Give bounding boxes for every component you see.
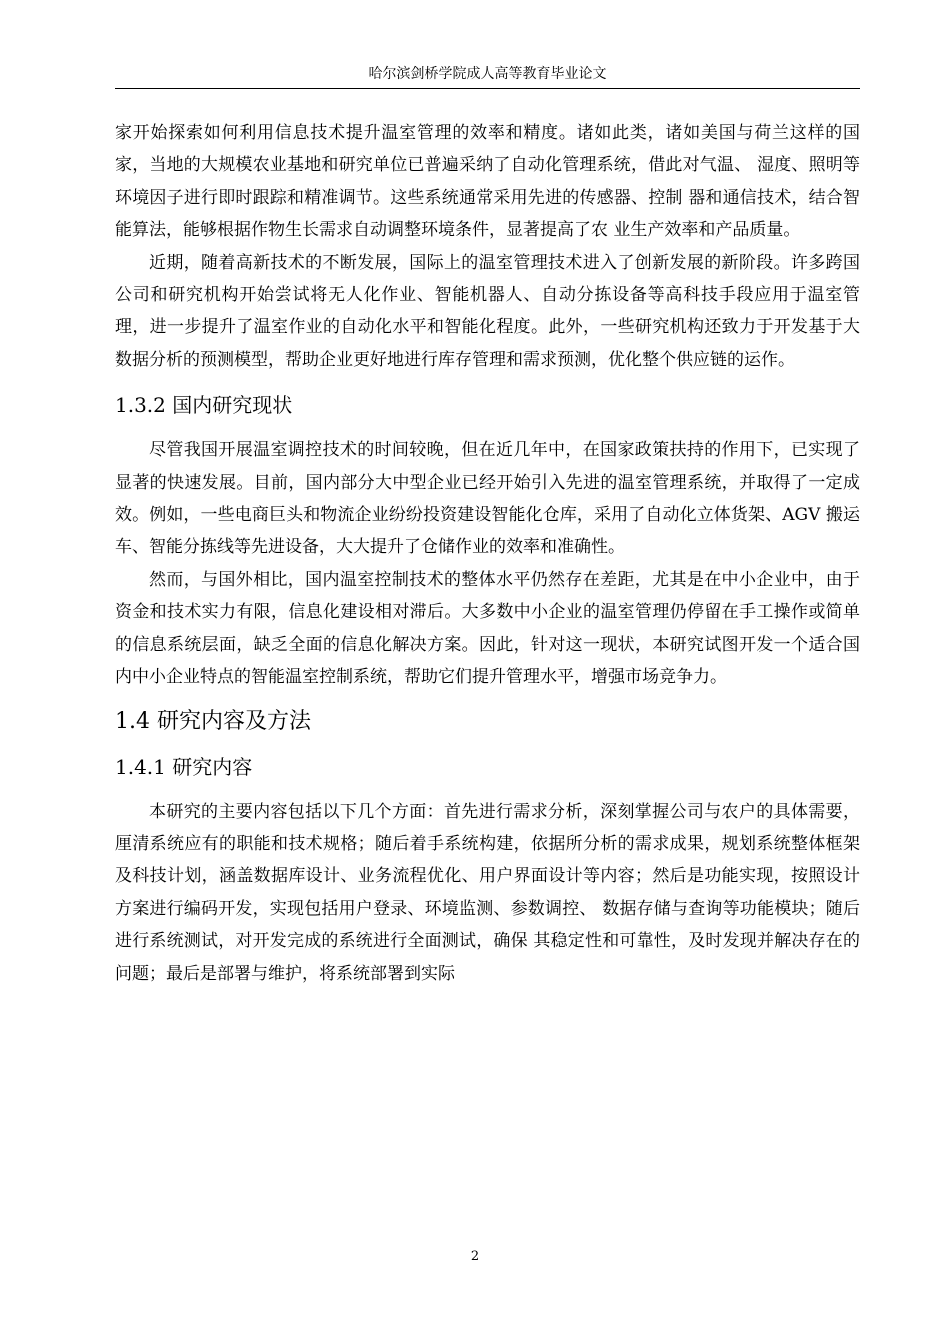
header-rule [115, 88, 860, 89]
section-heading-1-4: 1.4 研究内容及方法 [115, 708, 311, 734]
section-heading-1-3-2: 1.3.2 国内研究现状 [115, 393, 293, 418]
page-number: 2 [470, 1249, 480, 1264]
paragraph-domestic-1: 尽管我国开展温室调控技术的时间较晚，但在近几年中，在国家政策扶持的作用下，已实现了显著的快速发展。目前，国内部分大中型企业已经开始引入先进的温室管理系统，并取得了一定成效。例如，一些电商巨头和物流企业纷纷投资建设智能化仓库，采用了自动化立体货架、AGV 搬运车、智能分拣线等先进设备，大大提升了仓储作业的效率和准确性。 [115, 440, 860, 558]
paragraph-international-2: 近期，随着高新技术的不断发展，国际上的温室管理技术进入了创新发展的新阶段。许多跨国公司和研究机构开始尝试将无人化作业、智能机器人、自动分拣设备等高科技手段应用于温室管理，进一步提升了温室作业的自动化水平和智能化程度。此外，一些研究机构还致力于开发基于大数据分析的预测模型，帮助企业更好地进行库存管理和需求预测，优化整个供应链的运作。 [115, 252, 860, 370]
paragraph-domestic-2: 然而，与国外相比，国内温室控制技术的整体水平仍然存在差距，尤其是在中小企业中，由于资金和技术实力有限，信息化建设相对滞后。大多数中小企业的温室管理仍停留在手工操作或简单的信息系统层面，缺乏全面的信息化解决方案。因此，针对这一现状，本研究试图开发一个适合国内中小企业特点的智能温室控制系统，帮助它们提升管理水平，增强市场竞争力。 [115, 569, 860, 688]
page-header: 哈尔滨剑桥学院成人高等教育毕业论文 [368, 66, 607, 82]
paragraph-international-1: 家开始探索如何利用信息技术提升温室管理的效率和精度。诸如此类，诸如美国与荷兰这样的国家，当地的大规模农业基地和研究单位已普遍采纳了自动化管理系统，借此对气温、 湿度、照明等环境因子进行即时跟踪和精准调节。这些系统通常采用先进的传感器、控制 器和通信技术，结合智能算法，能够根据作物生长需求自动调整环境条件，显著提高了农 业生产效率和产品质量。 [115, 123, 860, 241]
section-heading-1-4-1: 1.4.1 研究内容 [115, 754, 253, 779]
document-body [115, 117, 860, 990]
paragraph-research-content: 本研究的主要内容包括以下几个方面：首先进行需求分析，深刻掌握公司与农户的具体需要，厘清系统应有的职能和技术规格；随后着手系统构建，依据所分析的需求成果，规划系统整体框架及科技计划，涵盖数据库设计、业务流程优化、用户界面设计等内容；然后是功能实现，按照设计方案进行编码开发，实现包括用户登录、环境监测、参数调控、 数据存储与查询等功能模块；随后进行系统测试，对开发完成的系统进行全面测试，确保 其稳定性和可靠性，及时发现并解决存在的问题；最后是部署与维护，将系统部署到实际 [115, 801, 860, 984]
